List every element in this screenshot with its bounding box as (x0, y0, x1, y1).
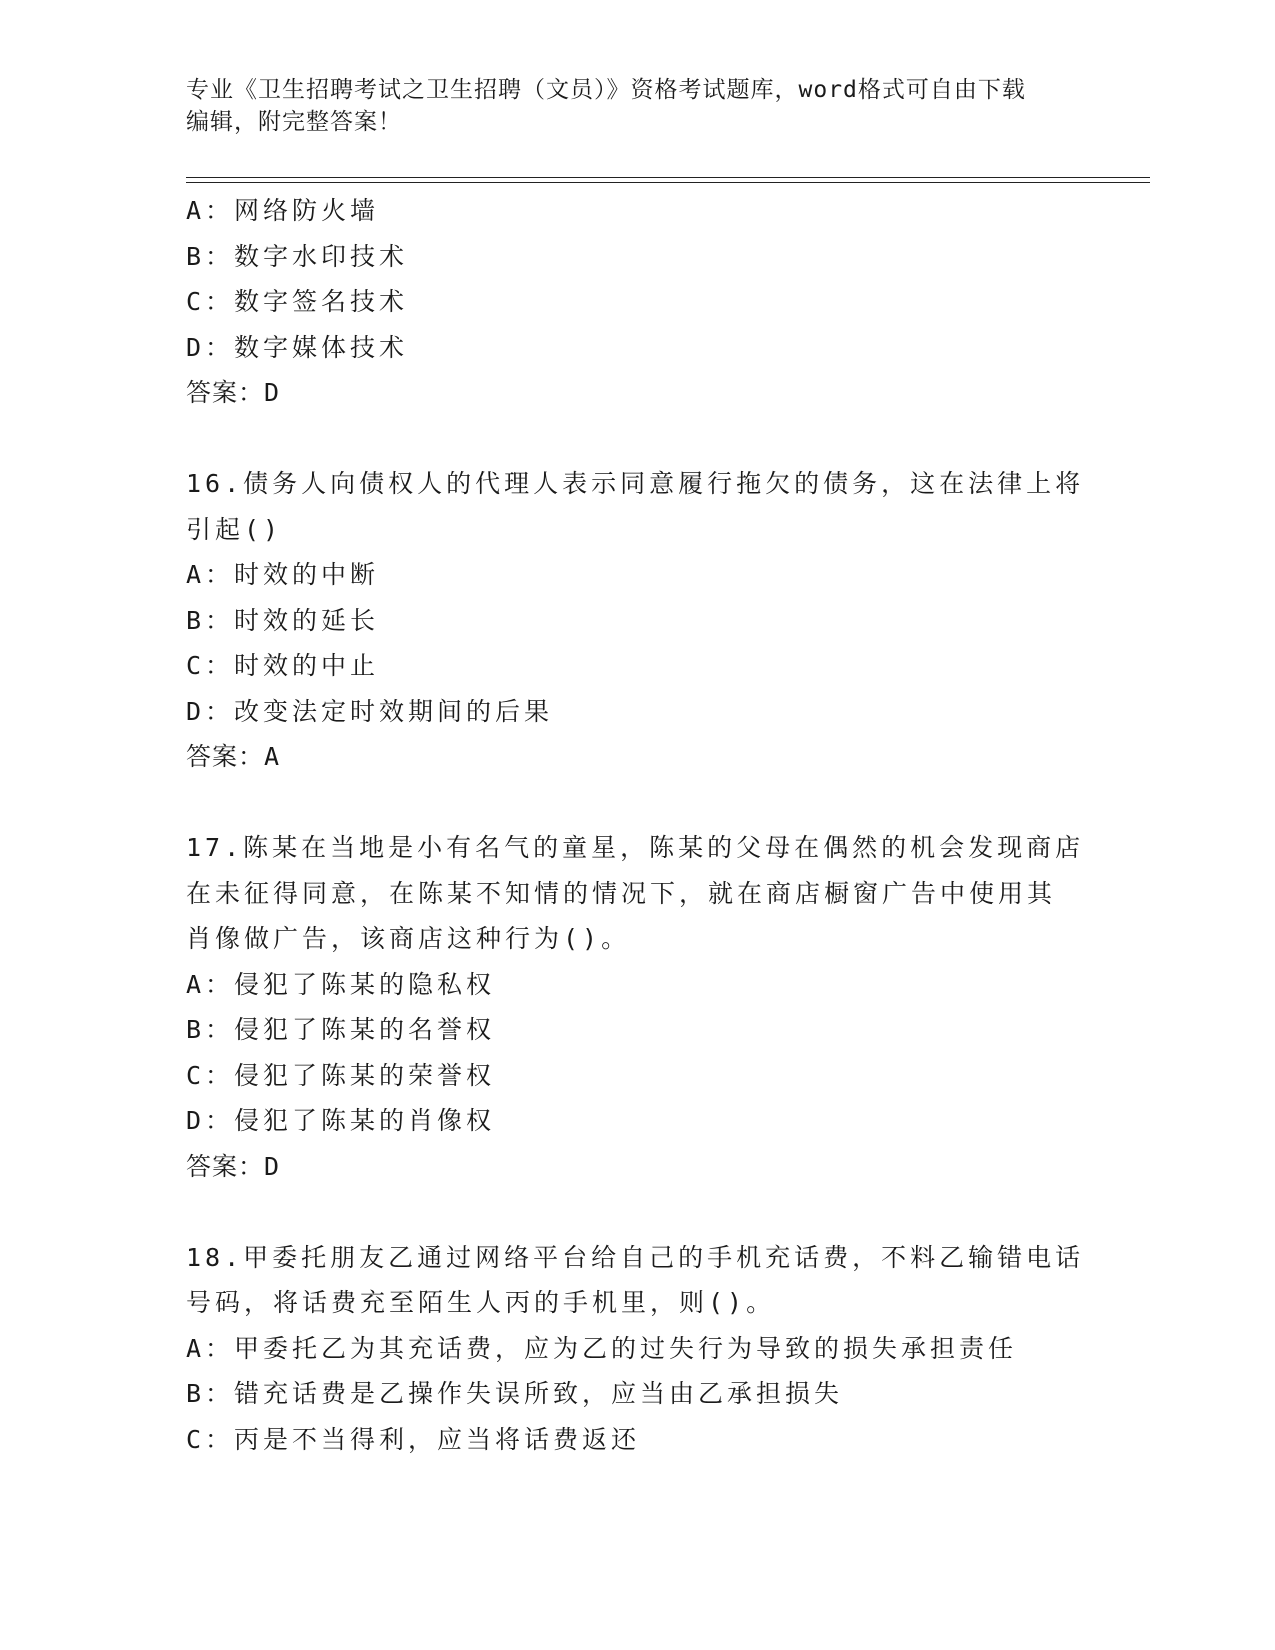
option-a: A：网络防火墙 (186, 196, 380, 225)
option-b: B：侵犯了陈某的名誉权 (186, 1015, 496, 1044)
question-17 (186, 825, 1086, 1189)
spacer (186, 416, 1086, 462)
option-c: C：侵犯了陈某的荣誉权 (186, 1060, 496, 1090)
option-a: A：时效的中断 (186, 560, 380, 589)
question-stem-line: 17.陈某在当地是小有名气的童星，陈某的父母在偶然的机会发现商店 (186, 833, 1085, 862)
question-stem-line: 在未征得同意，在陈某不知情的情况下，就在商店橱窗广告中使用其 (186, 878, 1057, 908)
header-line-1: 专业《卫生招聘考试之卫生招聘（文员）》资格考试题库，word格式可自由下载 (186, 77, 1026, 103)
header-divider-bottom (186, 182, 1150, 183)
question-list (186, 188, 1086, 1462)
option-b: B：时效的延长 (186, 605, 380, 635)
question-18 (186, 1235, 1086, 1463)
question-15 (186, 188, 1086, 416)
header-divider-top (186, 177, 1150, 178)
option-c: C：时效的中止 (186, 651, 380, 680)
option-d: D：改变法定时效期间的后果 (186, 696, 554, 726)
answer-line: 答案：D (186, 378, 281, 407)
document-header (186, 74, 1086, 138)
question-stem-line: 16.债务人向债权人的代理人表示同意履行拖欠的债务，这在法律上将 (186, 469, 1085, 498)
option-c: C：数字签名技术 (186, 287, 409, 316)
question-stem-line: 引起() (186, 514, 283, 544)
option-b: B：错充话费是乙操作失误所致，应当由乙承担损失 (186, 1379, 844, 1408)
option-a: A：甲委托乙为其充话费，应为乙的过失行为导致的损失承担责任 (186, 1333, 1018, 1363)
question-stem-line: 号码，将话费充至陌生人丙的手机里，则()。 (186, 1288, 776, 1317)
option-d: D：数字媒体技术 (186, 332, 409, 362)
question-stem-line: 18.甲委托朋友乙通过网络平台给自己的手机充话费，不料乙输错电话 (186, 1242, 1085, 1272)
question-stem-line: 肖像做广告，该商店这种行为()。 (186, 924, 631, 953)
question-16 (186, 461, 1086, 780)
answer-line: 答案：D (186, 1151, 281, 1181)
answer-line: 答案：A (186, 742, 281, 771)
option-c: C：丙是不当得利，应当将话费返还 (186, 1424, 641, 1454)
option-d: D：侵犯了陈某的肖像权 (186, 1106, 496, 1135)
option-b: B：数字水印技术 (186, 241, 409, 271)
spacer (186, 1189, 1086, 1235)
header-line-2: 编辑，附完整答案！ (186, 109, 402, 135)
spacer (186, 780, 1086, 826)
option-a: A：侵犯了陈某的隐私权 (186, 969, 496, 999)
